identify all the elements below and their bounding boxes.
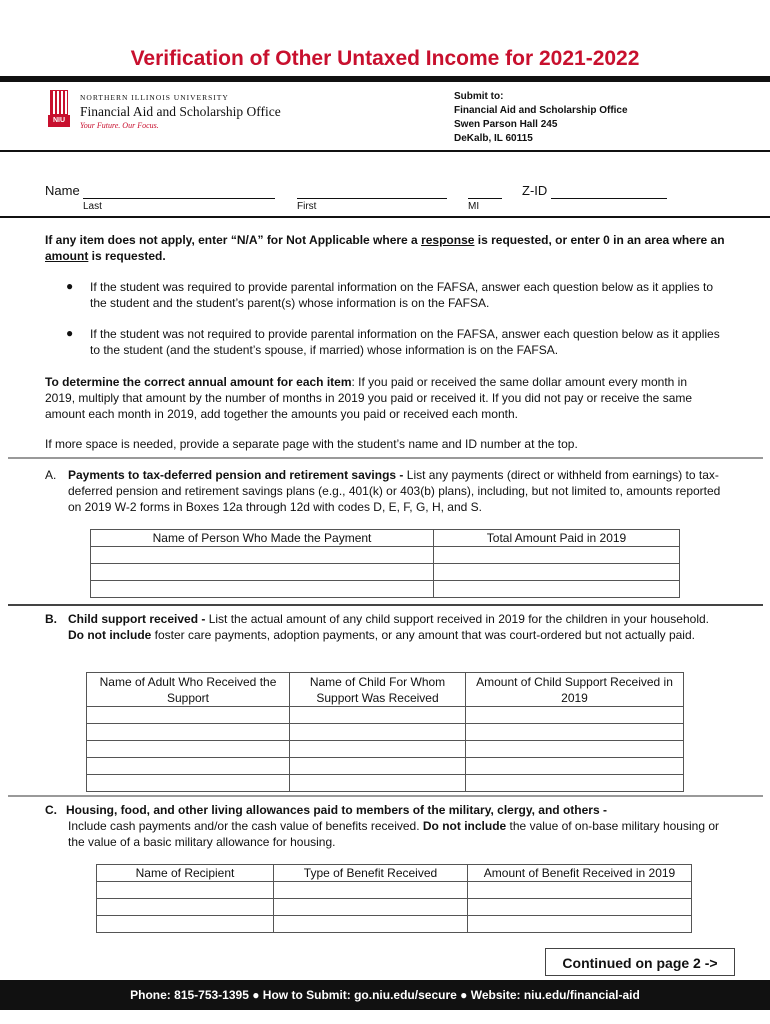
- first-caption: First: [297, 201, 317, 212]
- zid-label: Z-ID: [522, 183, 548, 198]
- name-divider: [0, 216, 770, 218]
- col-header: Amount of Child Support Received in 2019: [466, 673, 684, 707]
- building-icon: [50, 90, 68, 115]
- col-header: Amount of Benefit Received in 2019: [468, 865, 692, 882]
- continued-box: Continued on page 2 ->: [545, 948, 735, 976]
- table-cell[interactable]: [97, 882, 274, 899]
- table-cell[interactable]: [97, 899, 274, 916]
- col-header: Total Amount Paid in 2019: [434, 530, 680, 547]
- section-divider: [8, 457, 763, 459]
- footer-bar: Phone: 815-753-1395 ● How to Submit: go.niu.edu/secure ● Website: niu.edu/financial-aid: [0, 980, 770, 1010]
- submit-to-address: [454, 90, 628, 146]
- bullet-icon: ●: [66, 279, 74, 293]
- na-instruction: If any item does not apply, enter “N/A” for Not Applicable where a response is requested, or enter 0 in an area where an amount is requested.: [45, 233, 725, 263]
- last-caption: Last: [83, 201, 102, 212]
- table-header-row: [97, 865, 692, 882]
- table-cell[interactable]: [468, 916, 692, 933]
- col-header: Name of Person Who Made the Payment: [91, 530, 434, 547]
- table-cell[interactable]: [468, 899, 692, 916]
- submit-line3: DeKalb, IL 60115: [454, 133, 533, 144]
- col-header: Name of Adult Who Received the Support: [87, 673, 290, 707]
- first-name-field[interactable]: [297, 197, 447, 199]
- table-cell[interactable]: [87, 724, 290, 741]
- table-cell[interactable]: [434, 564, 680, 581]
- annual-amount-instruction: To determine the correct annual amount for each item: If you paid or received the same dollar amount every month in 2019, multiply that amount by the number of months in 2019 you paid or received it. If you did not pay or receive the same amount each month in 2019, add together the amounts you paid or received each month.: [45, 375, 693, 421]
- table-row: [91, 547, 680, 564]
- page-title: Verification of Other Untaxed Income for 2021-2022: [130, 47, 640, 70]
- table-cell[interactable]: [274, 882, 468, 899]
- university-name: NORTHERN ILLINOIS UNIVERSITY: [80, 93, 229, 102]
- bullet-icon: ●: [66, 326, 74, 340]
- submit-line2: Swen Parson Hall 245: [454, 119, 558, 130]
- table-cell[interactable]: [290, 741, 466, 758]
- table-header-row: [91, 530, 680, 547]
- middle-initial-field[interactable]: [468, 197, 502, 199]
- table-row: [97, 916, 692, 933]
- col-header: Name of Child For Whom Support Was Received: [290, 673, 466, 707]
- section-b-text: Child support received - List the actual amount of any child support received in 2019 for the children in your household. Do not include foster care payments, adoption payments, or any amount that was court-ordered but not actually paid.: [68, 612, 710, 642]
- section-c-letter: C.: [45, 803, 57, 817]
- table-cell[interactable]: [466, 758, 684, 775]
- table-cell[interactable]: [466, 741, 684, 758]
- table-row: [87, 758, 684, 775]
- table-row: [97, 899, 692, 916]
- section-divider: [8, 795, 763, 797]
- table-cell[interactable]: [290, 775, 466, 792]
- logo-text: [80, 93, 281, 130]
- section-c-text: Include cash payments and/or the cash value of benefits received. Do not include the value of on-base military housing or the value of a basic military allowance for housing.: [68, 819, 720, 849]
- space-instruction: If more space is needed, provide a separate page with the student’s name and ID number at the top.: [45, 437, 578, 451]
- table-cell[interactable]: [434, 581, 680, 598]
- section-c-table: [96, 864, 692, 933]
- table-cell[interactable]: [434, 547, 680, 564]
- section-a-text: Payments to tax-deferred pension and retirement savings - List any payments (direct or withheld from earnings) to tax-deferred pension and retirement savings plans (e.g., 401(k) or 403(b) plans), including, but not limited to, amounts reported on 2019 W-2 forms in Boxes 12a through 12d with codes D, E, F, G, H, and S.: [68, 468, 721, 514]
- table-cell[interactable]: [274, 899, 468, 916]
- niu-mark-text: NIU: [48, 115, 70, 127]
- name-label: Name: [45, 183, 80, 198]
- table-cell[interactable]: [87, 775, 290, 792]
- table-row: [97, 882, 692, 899]
- table-cell[interactable]: [466, 724, 684, 741]
- table-row: [87, 741, 684, 758]
- table-cell[interactable]: [466, 775, 684, 792]
- section-divider: [8, 604, 763, 606]
- niu-logo: [48, 90, 70, 130]
- table-cell[interactable]: [97, 916, 274, 933]
- table-row: [87, 707, 684, 724]
- office-name: Financial Aid and Scholarship Office: [80, 104, 281, 119]
- table-cell[interactable]: [87, 707, 290, 724]
- section-b-letter: B.: [45, 612, 57, 626]
- table-cell[interactable]: [468, 882, 692, 899]
- table-cell[interactable]: [87, 741, 290, 758]
- title-divider: [0, 76, 770, 82]
- section-b-table: [86, 672, 684, 792]
- table-cell[interactable]: [91, 581, 434, 598]
- submit-label: Submit to:: [454, 91, 504, 102]
- bullet-parental: If the student was required to provide parental information on the FAFSA, answer each question below as it applies to the student and the student’s parent(s) whose information is on the FAFSA.: [90, 280, 714, 310]
- table-cell[interactable]: [290, 758, 466, 775]
- table-row: [91, 581, 680, 598]
- table-cell[interactable]: [466, 707, 684, 724]
- table-header-row: [87, 673, 684, 707]
- table-cell[interactable]: [91, 564, 434, 581]
- header-divider: [0, 150, 770, 152]
- bullet-no-parental: If the student was not required to provide parental information on the FAFSA, answer each question below as it applies to the student (and the student’s spouse, if married) whose information is on the FAFSA.: [90, 327, 720, 357]
- table-row: [87, 775, 684, 792]
- table-cell[interactable]: [274, 916, 468, 933]
- table-cell[interactable]: [290, 724, 466, 741]
- zid-field[interactable]: [551, 197, 667, 199]
- table-cell[interactable]: [87, 758, 290, 775]
- submit-line1: Financial Aid and Scholarship Office: [454, 105, 628, 116]
- table-row: [91, 564, 680, 581]
- col-header: Type of Benefit Received: [274, 865, 468, 882]
- col-header: Name of Recipient: [97, 865, 274, 882]
- mi-caption: MI: [468, 201, 480, 212]
- section-c-heading: Housing, food, and other living allowances paid to members of the military, clergy, and others -: [66, 803, 607, 817]
- table-row: [87, 724, 684, 741]
- section-a-table: [90, 529, 680, 598]
- last-name-field[interactable]: [83, 197, 275, 199]
- table-cell[interactable]: [290, 707, 466, 724]
- section-a-letter: A.: [45, 468, 57, 482]
- tagline: Your Future. Our Focus.: [80, 121, 159, 130]
- table-cell[interactable]: [91, 547, 434, 564]
